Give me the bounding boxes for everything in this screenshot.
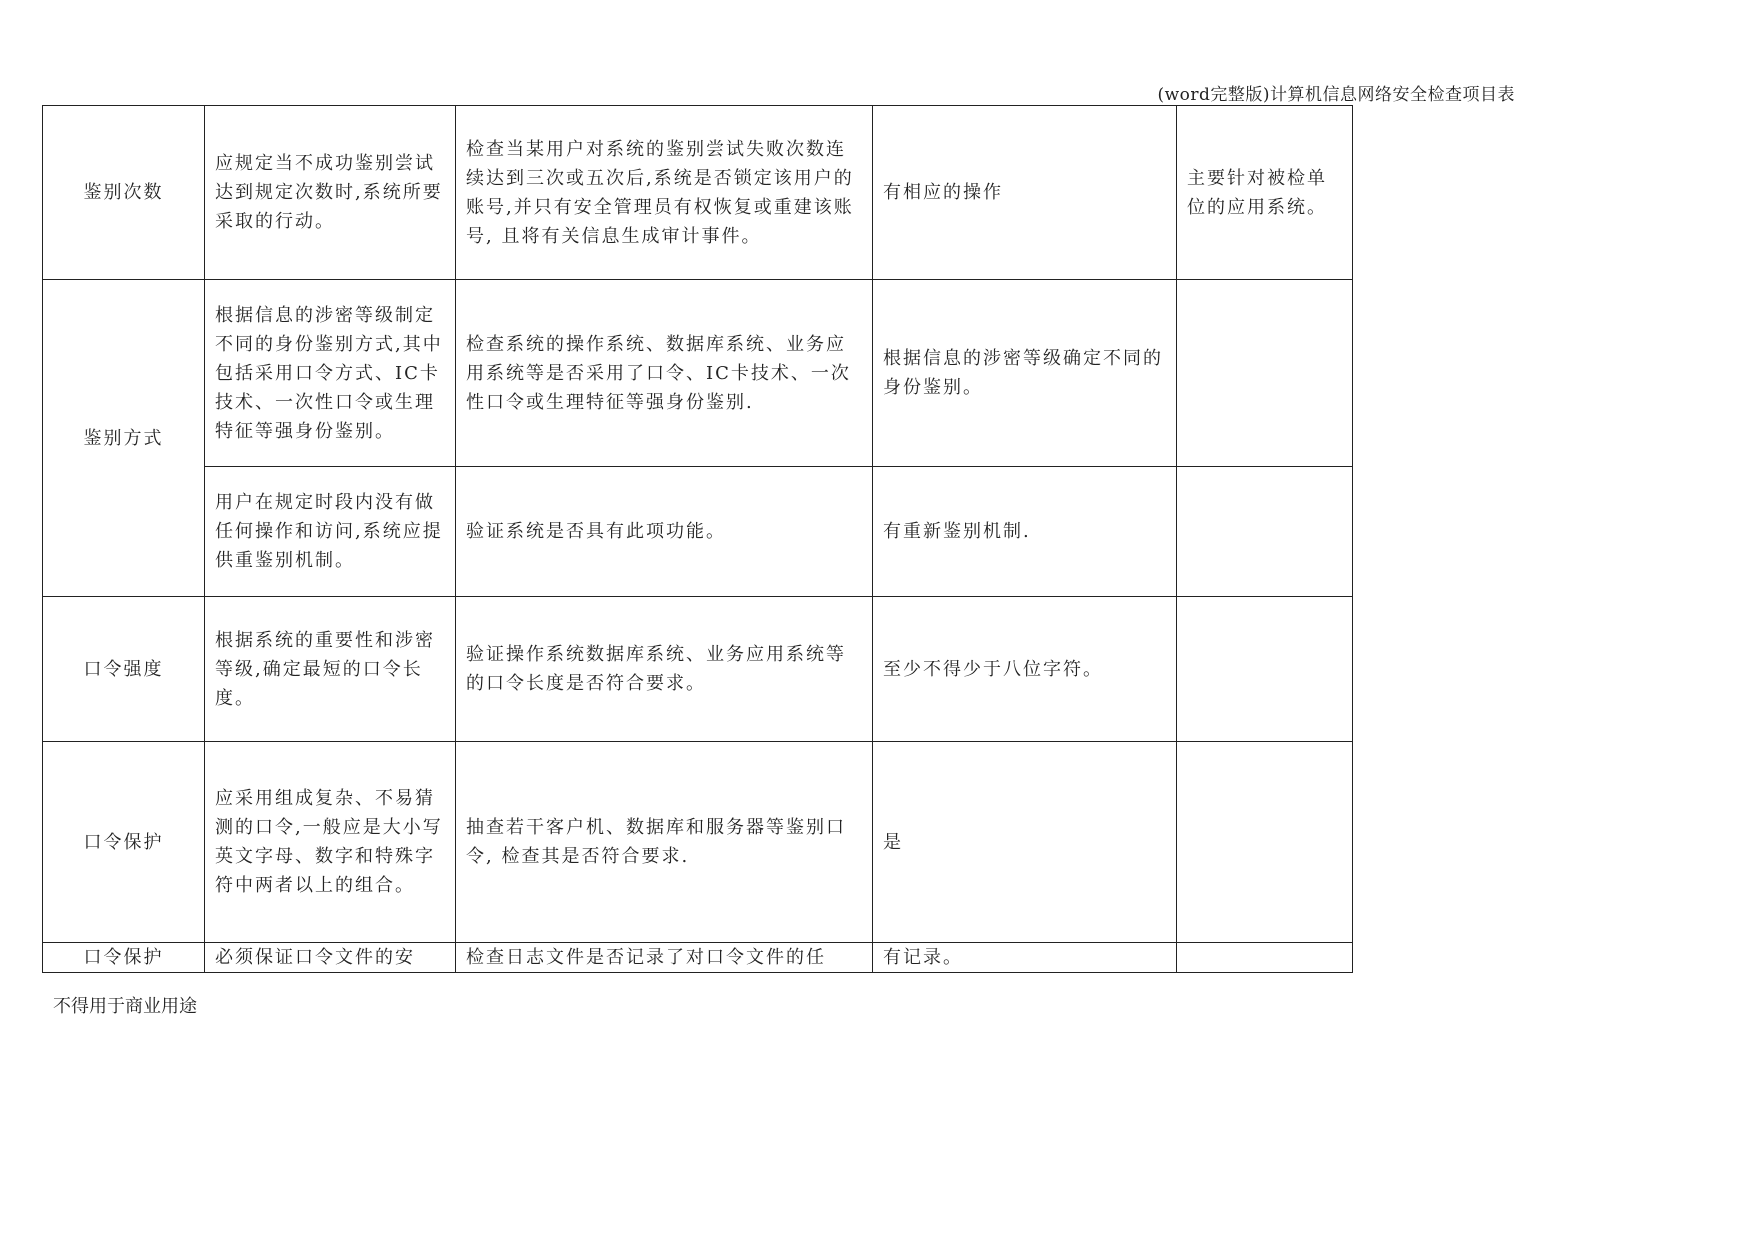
table-row [43, 943, 1353, 973]
category-cell: 鉴别方式 [43, 280, 205, 597]
check-result-cell: 有相应的操作 [873, 106, 1177, 280]
security-check-table [42, 105, 1353, 973]
check-result-cell: 有重新鉴别机制. [873, 467, 1177, 597]
table-row [43, 742, 1353, 943]
check-method-cell: 抽查若干客户机、数据库和服务器等鉴别口令, 检查其是否符合要求. [456, 742, 873, 943]
category-cell: 口令保护 [43, 943, 205, 973]
table-row [43, 280, 1353, 467]
remark-cell [1177, 742, 1353, 943]
page-header-title: (word完整版)计算机信息网络安全检查项目表 [1157, 85, 1515, 105]
requirement-cell: 应采用组成复杂、不易猜测的口令,一般应是大小写英文字母、数字和特殊字符中两者以上的组合。 [205, 742, 456, 943]
requirement-cell: 根据系统的重要性和涉密等级,确定最短的口令长度。 [205, 597, 456, 742]
check-result-cell: 是 [873, 742, 1177, 943]
category-cell: 口令保护 [43, 742, 205, 943]
check-method-cell: 检查系统的操作系统、数据库系统、业务应用系统等是否采用了口令、IC卡技术、一次性口令或生理特征等强身份鉴别. [456, 280, 873, 467]
remark-cell [1177, 943, 1353, 973]
requirement-cell: 必须保证口令文件的安 [205, 943, 456, 973]
requirement-cell: 根据信息的涉密等级制定不同的身份鉴别方式,其中包括采用口令方式、IC卡技术、一次性口令或生理特征等强身份鉴别。 [205, 280, 456, 467]
requirement-cell: 应规定当不成功鉴别尝试达到规定次数时,系统所要采取的行动。 [205, 106, 456, 280]
check-method-cell: 验证操作系统数据库系统、业务应用系统等的口令长度是否符合要求。 [456, 597, 873, 742]
table-row [43, 106, 1353, 280]
check-method-cell: 验证系统是否具有此项功能。 [456, 467, 873, 597]
requirement-cell: 用户在规定时段内没有做任何操作和访问,系统应提供重鉴别机制。 [205, 467, 456, 597]
check-result-cell: 有记录。 [873, 943, 1177, 973]
category-cell: 口令强度 [43, 597, 205, 742]
remark-cell: 主要针对被检单位的应用系统。 [1177, 106, 1353, 280]
remark-cell [1177, 467, 1353, 597]
check-result-cell: 根据信息的涉密等级确定不同的身份鉴别。 [873, 280, 1177, 467]
table-row [43, 597, 1353, 742]
remark-cell [1177, 597, 1353, 742]
table-row [43, 467, 1353, 597]
remark-cell [1177, 280, 1353, 467]
category-cell: 鉴别次数 [43, 106, 205, 280]
footer-note: 不得用于商业用途 [53, 996, 197, 1017]
check-method-cell: 检查日志文件是否记录了对口令文件的任 [456, 943, 873, 973]
check-result-cell: 至少不得少于八位字符。 [873, 597, 1177, 742]
check-method-cell: 检查当某用户对系统的鉴别尝试失败次数连续达到三次或五次后,系统是否锁定该用户的账号,并只有安全管理员有权恢复或重建该账号, 且将有关信息生成审计事件。 [456, 106, 873, 280]
